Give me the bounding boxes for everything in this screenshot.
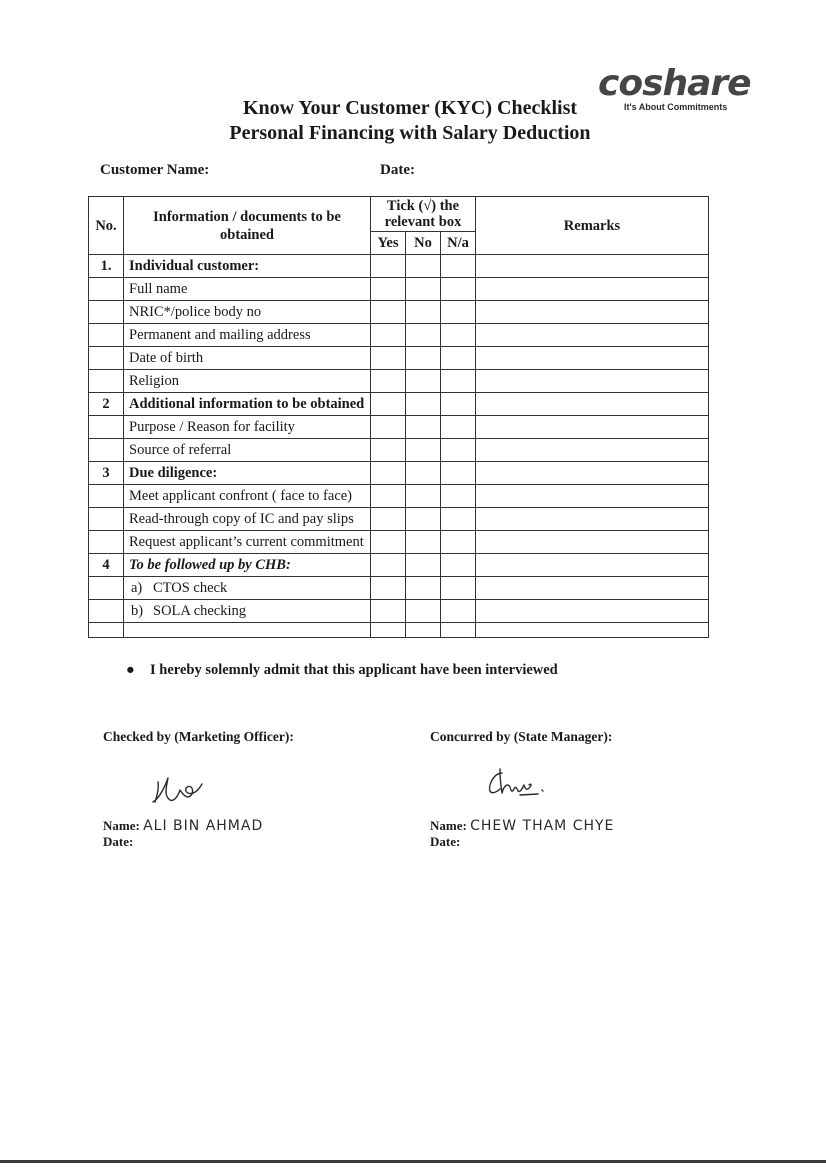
row-information: Due diligence: — [124, 462, 371, 485]
row-number — [89, 531, 124, 554]
row-number — [89, 623, 124, 638]
remarks-cell[interactable] — [476, 324, 709, 347]
tick-no-cell[interactable] — [406, 416, 441, 439]
tick-no-cell[interactable] — [406, 531, 441, 554]
tick-no-cell[interactable] — [406, 439, 441, 462]
row-number: 3 — [89, 462, 124, 485]
tick-na-cell[interactable] — [441, 370, 476, 393]
row-information: Religion — [124, 370, 371, 393]
remarks-cell[interactable] — [476, 278, 709, 301]
row-letter: b) — [131, 603, 144, 619]
row-text: SOLA checking — [153, 603, 247, 619]
header-no: No. — [89, 197, 124, 255]
tick-na-cell[interactable] — [441, 439, 476, 462]
table-row — [89, 577, 709, 600]
table-row — [89, 462, 709, 485]
table-row — [89, 301, 709, 324]
remarks-cell[interactable] — [476, 370, 709, 393]
tick-na-cell[interactable] — [441, 508, 476, 531]
state-manager-signature — [484, 765, 554, 799]
tick-yes-cell[interactable] — [371, 554, 406, 577]
row-number — [89, 508, 124, 531]
row-number — [89, 301, 124, 324]
tick-no-cell[interactable] — [406, 301, 441, 324]
tick-no-cell[interactable] — [406, 278, 441, 301]
tick-yes-cell[interactable] — [371, 347, 406, 370]
row-number: 1. — [89, 255, 124, 278]
document-title — [190, 96, 630, 146]
tick-yes-cell[interactable] — [371, 462, 406, 485]
row-letter: a) — [131, 580, 143, 596]
tick-yes-cell[interactable] — [371, 485, 406, 508]
row-number — [89, 577, 124, 600]
table-row — [89, 347, 709, 370]
customer-name-label: Customer Name: — [100, 162, 210, 178]
table-row — [89, 393, 709, 416]
tick-yes-cell[interactable] — [371, 278, 406, 301]
table-row — [89, 370, 709, 393]
title-line-1: Know Your Customer (KYC) Checklist — [242, 97, 578, 119]
remarks-cell[interactable] — [476, 485, 709, 508]
table-row — [89, 278, 709, 301]
remarks-cell[interactable] — [476, 347, 709, 370]
row-text: CTOS check — [153, 580, 228, 596]
state-manager-name: CHEW THAM CHYE — [470, 818, 615, 834]
tick-yes-cell[interactable] — [371, 508, 406, 531]
tick-yes-cell[interactable] — [371, 600, 406, 623]
row-information — [124, 623, 371, 638]
left-date-label: Date: — [103, 834, 134, 849]
remarks-cell[interactable] — [476, 462, 709, 485]
row-number — [89, 600, 124, 623]
tick-no-cell[interactable] — [406, 462, 441, 485]
tick-no-cell[interactable] — [406, 347, 441, 370]
row-information: To be followed up by CHB: — [124, 554, 371, 577]
tick-yes-cell[interactable] — [371, 416, 406, 439]
tick-yes-cell[interactable] — [371, 255, 406, 278]
row-information — [124, 577, 371, 600]
remarks-cell[interactable] — [476, 255, 709, 278]
table-row — [89, 324, 709, 347]
tick-yes-cell[interactable] — [371, 324, 406, 347]
row-information: Request applicant’s current commitment — [124, 531, 371, 554]
tick-yes-cell[interactable] — [371, 370, 406, 393]
row-number — [89, 485, 124, 508]
table-row — [89, 531, 709, 554]
remarks-cell[interactable] — [476, 531, 709, 554]
row-information: NRIC*/police body no — [124, 301, 371, 324]
left-name-label: Name: — [103, 818, 140, 833]
right-name-label: Name: — [430, 818, 467, 833]
tick-na-cell[interactable] — [441, 416, 476, 439]
row-number: 2 — [89, 393, 124, 416]
tick-no-cell[interactable] — [406, 623, 441, 638]
left-name-date — [103, 818, 263, 849]
table-row — [89, 600, 709, 623]
row-number — [89, 416, 124, 439]
tick-yes-cell[interactable] — [371, 531, 406, 554]
tick-no-cell[interactable] — [406, 255, 441, 278]
tick-no-cell[interactable] — [406, 324, 441, 347]
date-label: Date: — [380, 162, 415, 178]
tick-na-cell[interactable] — [441, 255, 476, 278]
tick-na-cell[interactable] — [441, 347, 476, 370]
remarks-cell[interactable] — [476, 301, 709, 324]
row-number — [89, 324, 124, 347]
table-row — [89, 554, 709, 577]
row-information: Purpose / Reason for facility — [124, 416, 371, 439]
tick-yes-cell[interactable] — [371, 301, 406, 324]
remarks-cell[interactable] — [476, 623, 709, 638]
concurred-by-heading: Concurred by (State Manager): — [430, 729, 613, 744]
table-row — [89, 508, 709, 531]
row-number — [89, 370, 124, 393]
marketing-officer-name: ALI BIN AHMAD — [143, 818, 264, 834]
tick-no-cell[interactable] — [406, 393, 441, 416]
table-body — [89, 255, 709, 638]
logo-wordmark: coshare — [598, 63, 751, 104]
header-tick: Tick (√) the relevant box — [371, 197, 476, 232]
row-number: 4 — [89, 554, 124, 577]
tick-na-cell[interactable] — [441, 531, 476, 554]
table-row — [89, 623, 709, 638]
remarks-cell[interactable] — [476, 554, 709, 577]
bullet-icon: ● — [126, 662, 135, 678]
scan-edge-rule — [0, 1160, 826, 1163]
checked-by-heading: Checked by (Marketing Officer): — [103, 729, 294, 744]
tick-yes-cell[interactable] — [371, 393, 406, 416]
remarks-cell[interactable] — [476, 439, 709, 462]
marketing-officer-signature — [150, 770, 210, 810]
tick-yes-cell[interactable] — [371, 439, 406, 462]
table-row — [89, 485, 709, 508]
tick-no-cell[interactable] — [406, 554, 441, 577]
tick-na-cell[interactable] — [441, 462, 476, 485]
tick-no-cell[interactable] — [406, 508, 441, 531]
header-information: Information / documents to be obtained — [124, 197, 371, 255]
remarks-cell[interactable] — [476, 416, 709, 439]
row-information: Additional information to be obtained — [124, 393, 371, 416]
table-row — [89, 416, 709, 439]
row-number — [89, 439, 124, 462]
tick-no-cell[interactable] — [406, 370, 441, 393]
logo-tagline: It's About Commitments — [624, 102, 728, 112]
row-information: Meet applicant confront ( face to face) — [124, 485, 371, 508]
remarks-cell[interactable] — [476, 600, 709, 623]
row-information: Read-through copy of IC and pay slips — [124, 508, 371, 531]
remarks-cell[interactable] — [476, 393, 709, 416]
declaration — [126, 662, 558, 679]
tick-na-cell[interactable] — [441, 623, 476, 638]
right-name-date — [430, 818, 614, 849]
row-information: Full name — [124, 278, 371, 301]
right-date-label: Date: — [430, 834, 461, 849]
row-number — [89, 347, 124, 370]
tick-no-cell[interactable] — [406, 485, 441, 508]
header-na: N/a — [441, 232, 476, 255]
row-number — [89, 278, 124, 301]
tick-na-cell[interactable] — [441, 485, 476, 508]
declaration-text: I hereby solemnly admit that this applicant have been interviewed — [150, 662, 558, 678]
tick-na-cell[interactable] — [441, 554, 476, 577]
tick-na-cell[interactable] — [441, 324, 476, 347]
tick-no-cell[interactable] — [406, 600, 441, 623]
table-header-row — [89, 197, 709, 232]
row-information: Date of birth — [124, 347, 371, 370]
remarks-cell[interactable] — [476, 508, 709, 531]
row-information: Permanent and mailing address — [124, 324, 371, 347]
tick-no-cell[interactable] — [406, 577, 441, 600]
kyc-checklist-table — [88, 196, 709, 638]
title-line-2: Personal Financing with Salary Deduction — [229, 122, 591, 144]
header-yes: Yes — [371, 232, 406, 255]
header-remarks: Remarks — [476, 197, 709, 255]
remarks-cell[interactable] — [476, 577, 709, 600]
tick-na-cell[interactable] — [441, 393, 476, 416]
tick-yes-cell[interactable] — [371, 623, 406, 638]
table-row — [89, 255, 709, 278]
tick-yes-cell[interactable] — [371, 577, 406, 600]
tick-na-cell[interactable] — [441, 278, 476, 301]
row-information — [124, 600, 371, 623]
tick-na-cell[interactable] — [441, 577, 476, 600]
table-row — [89, 439, 709, 462]
row-information: Source of referral — [124, 439, 371, 462]
tick-na-cell[interactable] — [441, 600, 476, 623]
header-no-tick: No — [406, 232, 441, 255]
tick-na-cell[interactable] — [441, 301, 476, 324]
row-information: Individual customer: — [124, 255, 371, 278]
